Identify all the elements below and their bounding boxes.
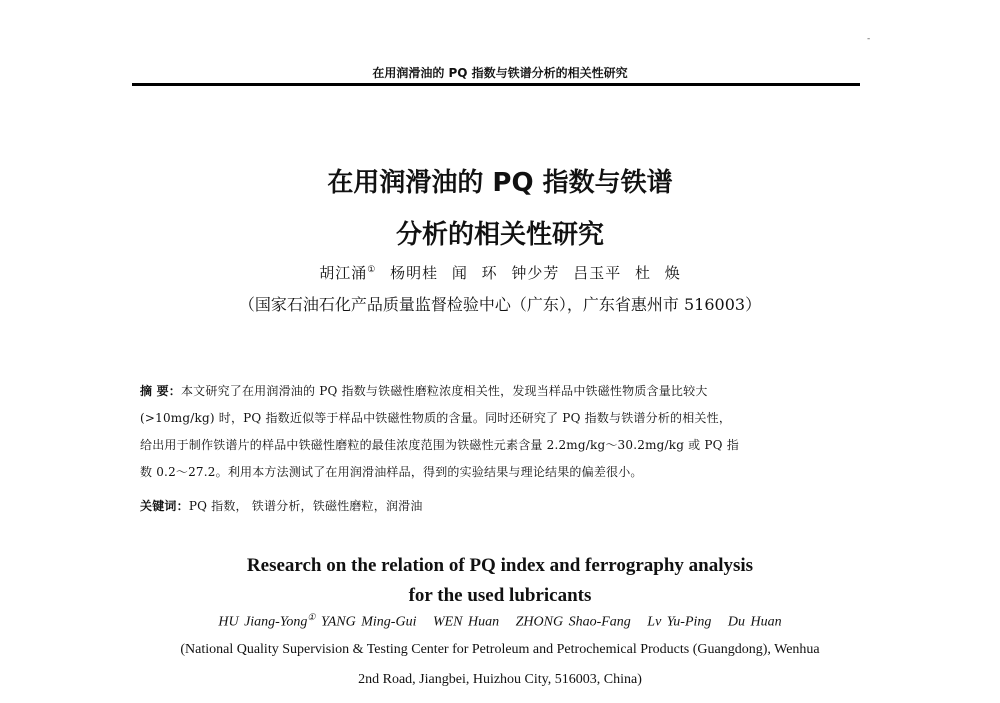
first-author-cn: 胡江涌	[319, 264, 368, 282]
first-author-en: HU Jiang-Yong	[218, 614, 308, 630]
keywords	[140, 497, 423, 514]
coauthors-cn: 杨明桂 闻 环 钟少芳 吕玉平 杜 焕	[390, 264, 681, 282]
abstract-line-2: (>10mg/kg) 时，PQ 指数近似等于样品中铁磁性物质的含量。同时还研究了 PQ 指数与铁谱分析的相关性，	[140, 411, 732, 425]
chinese-affiliation: （国家石油石化产品质量监督检验中心（广东），广东省惠州市 516003）	[238, 295, 762, 314]
first-author-footnote-mark-en: ①	[307, 612, 316, 622]
abstract-label: 摘 要：	[140, 384, 181, 398]
abstract-line-4: 数 0.2～27.2。利用本方法测试了在用润滑油样品，得到的实验结果与理论结果的偏差很小。	[140, 465, 643, 479]
abstract-line-1	[140, 382, 708, 399]
english-title-line-2: for the used lubricants	[408, 585, 592, 606]
first-author-footnote-mark-cn: ①	[367, 265, 377, 275]
abstract-text-1: 本文研究了在用润滑油的 PQ 指数与铁磁性磨粒浓度相关性，发现当样品中铁磁性物质含量比较大	[180, 384, 708, 398]
english-authors	[0, 612, 1000, 631]
corner-mark: -	[867, 34, 871, 44]
english-affiliation-line-2: 2nd Road, Jiangbei, Huizhou City, 516003, China)	[358, 672, 642, 687]
header-rule	[132, 83, 860, 86]
english-title-line-1: Research on the relation of PQ index and ferrography analysis	[246, 555, 754, 576]
chinese-authors	[0, 262, 1000, 283]
running-header: 在用润滑油的 PQ 指数与铁谱分析的相关性研究	[372, 66, 628, 80]
keywords-label: 关键词：	[140, 499, 189, 513]
abstract-line-3: 给出用于制作铁谱片的样品中铁磁性磨粒的最佳浓度范围为铁磁性元素含量 2.2mg/kg～30.2mg/kg 或 PQ 指	[140, 438, 739, 452]
coauthors-en: YANG Ming-Gui WEN Huan ZHONG Shao-Fang Lv Yu-Ping Du Huan	[320, 614, 782, 630]
chinese-title-line-2: 分析的相关性研究	[395, 220, 604, 250]
chinese-title-line-1: 在用润滑油的 PQ 指数与铁谱	[327, 168, 673, 198]
keywords-text: PQ 指数， 铁谱分析，铁磁性磨粒，润滑油	[188, 499, 423, 513]
english-affiliation-line-1: (National Quality Supervision & Testing Center for Petroleum and Petrochemical Products (Guangdong), Wenhua	[180, 642, 820, 657]
